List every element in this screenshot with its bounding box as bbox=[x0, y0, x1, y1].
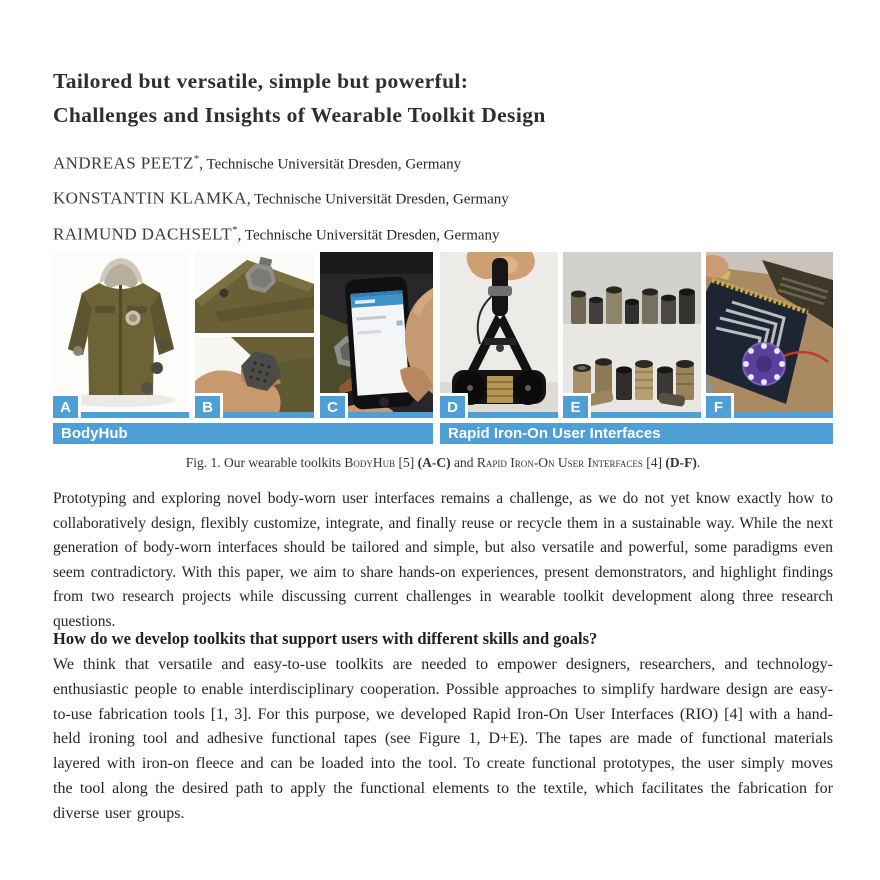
panel-label-f: F bbox=[706, 393, 734, 418]
caption-toolkit-rio: Rapid Iron-On User Interfaces bbox=[476, 455, 643, 470]
caption-panel-range-df: (D-F) bbox=[665, 455, 697, 470]
paper-title bbox=[53, 64, 833, 132]
panel-label-a: A bbox=[53, 393, 81, 418]
figure-panel-d bbox=[440, 252, 558, 418]
caption-text: [4] bbox=[642, 455, 666, 470]
figure-group-bar-bodyhub: BodyHub bbox=[53, 423, 433, 444]
caption-text: and bbox=[450, 455, 477, 470]
panel-label-c: C bbox=[320, 393, 348, 418]
author-row bbox=[53, 144, 833, 179]
figure-panel-e bbox=[563, 252, 701, 418]
paper-title-line1: Tailored but versatile, simple but powerful: bbox=[53, 69, 469, 93]
paper-title-line2: Challenges and Insights of Wearable Toolkit Design bbox=[53, 103, 546, 127]
author-name: ANDREAS PEETZ bbox=[53, 153, 194, 173]
author-name: KONSTANTIN KLAMKA bbox=[53, 188, 247, 208]
section-heading: How do we develop toolkits that support users with different skills and goals? bbox=[53, 629, 598, 648]
figure-panel-f bbox=[706, 252, 833, 418]
section-body-paragraph: We think that versatile and easy-to-use toolkits are needed to empower designers, researchers, and technology-enthusiastic people to enable interdisciplinary cooperation. Possible approaches to simplify hardware design are easy-to-use fabrication tools [1, 3]. For this purpose, we developed Rapid Iron-On User Interfaces (RIO) [4] with a hand-held ironing tool and adhesive functional tapes (see Figure 1, D+E). The tapes are made of functional materials layered with iron-on fleece and can be loaded into the tool. To create functional prototypes, the user simply moves the tool along the desired path to apply the functional elements to the textile, which facilitates the fabrication for diverse user groups. bbox=[53, 656, 833, 822]
author-name: RAIMUND DACHSELT bbox=[53, 223, 233, 243]
photo-module-on-jacket bbox=[195, 252, 314, 333]
author-footnote-mark: * bbox=[193, 153, 200, 165]
caption-text: . bbox=[696, 455, 701, 470]
author-affiliation: , Technische Universität Dresden, Germany bbox=[246, 191, 509, 208]
author-affiliation: , Technische Universität Dresden, Germany bbox=[237, 226, 500, 243]
author-footnote-mark: * bbox=[232, 223, 238, 236]
caption-panel-range-ac: (A-C) bbox=[417, 455, 451, 470]
abstract-paragraph: Prototyping and exploring novel body-worn user interfaces remains a challenge, as we do not yet know exactly how to collaboratively design, flexibly customize, integrate, and finally reuse or recycle them in a sustainable way. While the next generation of body-worn interfaces should be tailored and simple, but also versatile and powerful, some paradigms even seem contradictory. With this paper, we aim to share hands-on experiences, present demonstrators, and highlight findings from two research projects while discussing current challenges in wearable toolkit development along three research questions. bbox=[53, 490, 833, 630]
panel-label-d: D bbox=[440, 393, 468, 418]
caption-text: [5] bbox=[395, 455, 418, 470]
author-row bbox=[53, 179, 833, 214]
figure-1 bbox=[53, 252, 833, 444]
author-affiliation: , Technische Universität Dresden, Germany bbox=[199, 156, 462, 173]
caption-text: Fig. 1. Our wearable toolkits bbox=[185, 455, 345, 470]
panel-label-e: E bbox=[563, 393, 591, 418]
figure-group-bar-rio: Rapid Iron-On User Interfaces bbox=[440, 423, 833, 444]
research-question-section bbox=[53, 626, 833, 827]
panel-label-b: B bbox=[195, 393, 223, 418]
figure-panel-a bbox=[53, 252, 189, 418]
author-row bbox=[53, 215, 833, 250]
figure-panel-b bbox=[195, 252, 314, 418]
figure-panel-c bbox=[320, 252, 433, 418]
figure-caption bbox=[53, 455, 833, 471]
caption-toolkit-bodyhub: BodyHub bbox=[344, 455, 396, 470]
author-block bbox=[53, 144, 833, 250]
